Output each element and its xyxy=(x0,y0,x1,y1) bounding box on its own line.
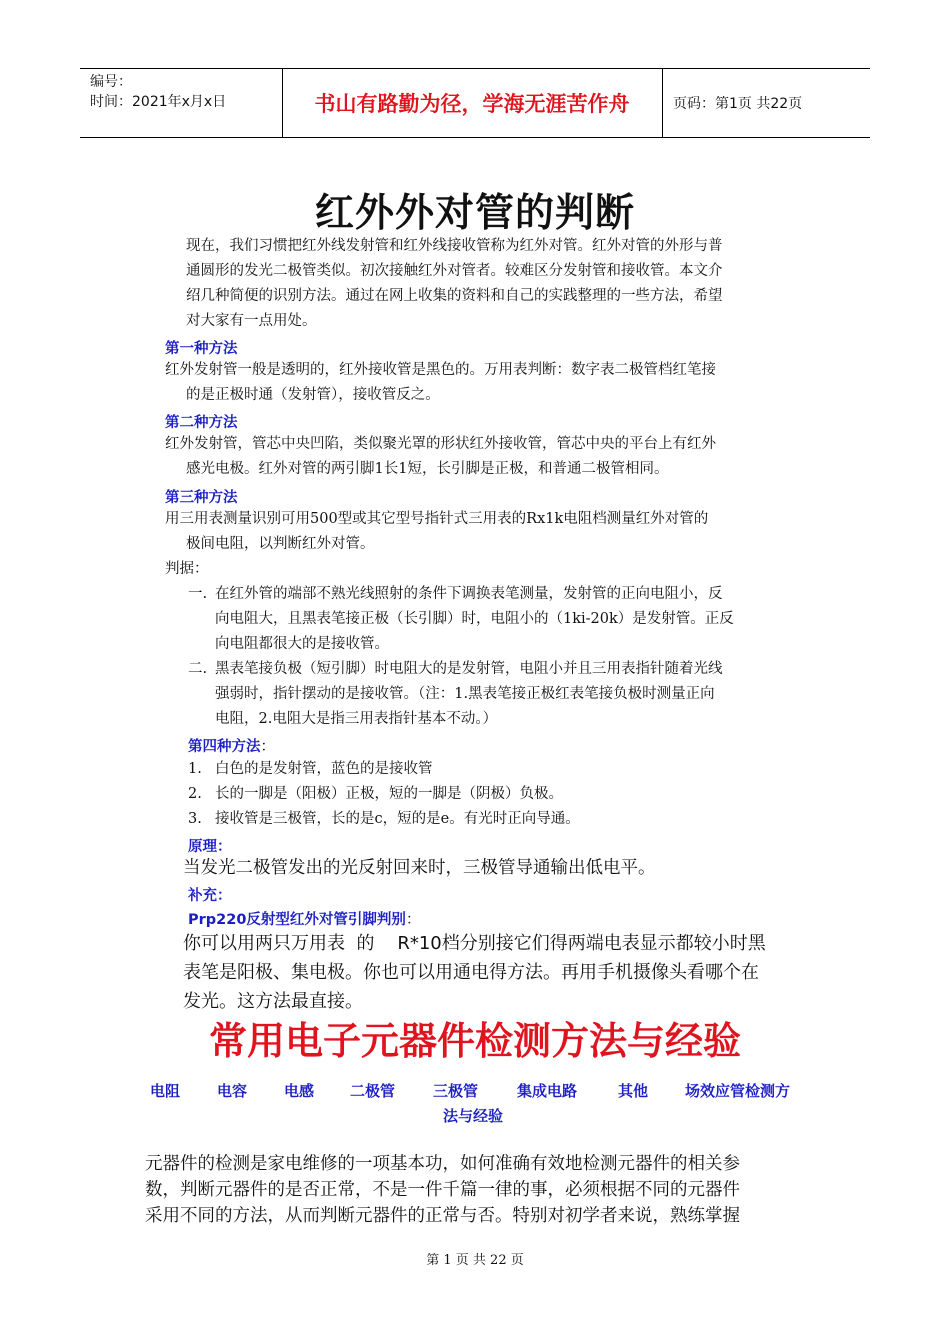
number-label: 编号： xyxy=(90,74,132,90)
header-meta-cell xyxy=(80,69,283,137)
intro-line-4: 对大家有一点用处。 xyxy=(186,313,317,329)
method2-line-2: 感光电极。红外对管的两引脚1长1短，长引脚是正极，和普通二极管相同。 xyxy=(186,461,669,477)
supplement-heading: 补充： xyxy=(188,888,232,904)
supplement-line-1: 你可以用两只万用表 的 R*10档分别接它们得两端电表显示都较小时黑 xyxy=(183,933,766,954)
method4-item-2-marker: 2. xyxy=(188,786,202,802)
body2-line-3: 采用不同的方法，从而判断元器件的正常与否。特别对初学者来说，熟练掌握 xyxy=(145,1206,740,1226)
judge-item-1-marker: 一. xyxy=(188,586,208,602)
intro-line-2: 通圆形的发光二极管类似。初次接触红外对管者。较难区分发射管和接收管。本文介 xyxy=(186,263,723,279)
method4-item-2-text: 长的一脚是（阳极）正极，短的一脚是（阴极）负极。 xyxy=(215,786,563,802)
method4-heading-row xyxy=(188,735,275,756)
judge-item-1-line-2: 向电阻大，且黑表笔接正极（长引脚）时，电阻小的（1ki-20k）是发射管。正反 xyxy=(215,611,734,627)
judge-item-2-line-2: 强弱时，指针摆动的是接收管。（注：1.黑表笔接正极红表笔接负极时测量正向 xyxy=(215,686,715,702)
judge-item-1-line-1: 在红外管的端部不熟光线照射的条件下调换表笔测量，发射管的正向电阻小，反 xyxy=(215,586,723,602)
header-motto: 书山有路勤为径，学海无涯苦作舟 xyxy=(282,69,663,137)
method3-heading: 第三种方法 xyxy=(165,490,238,506)
judge-label: 判据： xyxy=(165,561,209,577)
supplement-subheading-row xyxy=(188,908,420,929)
principle-text: 当发光二极管发出的光反射回来时，三极管导通输出低电平。 xyxy=(183,858,656,878)
principle-heading: 原理： xyxy=(188,839,232,855)
supplement-subheading: Prp220反射型红外对管引脚判别 xyxy=(188,912,406,928)
nav-link-fet-line-1[interactable]: 场效应管检测方 xyxy=(685,1082,791,1100)
method1-line-1: 红外发射管一般是透明的，红外接收管是黑色的。万用表判断：数字表二极管档红笔接 xyxy=(165,362,716,378)
section-title: 常用电子元器件检测方法与经验 xyxy=(208,1019,741,1063)
document-title: 红外外对管的判断 xyxy=(314,191,635,236)
intro-line-1: 现在，我们习惯把红外线发射管和红外线接收管称为红外对管。红外对管的外形与普 xyxy=(186,238,723,254)
judge-item-2-marker: 二. xyxy=(188,661,208,677)
intro-line-3: 绍几种简便的识别方法。通过在网上收集的资料和自己的实践整理的一些方法，希望 xyxy=(186,288,723,304)
judge-item-2-line-1: 黑表笔接负极（短引脚）时电阻大的是发射管，电阻小并且三用表指针随着光线 xyxy=(215,661,723,677)
method4-item-1-text: 白色的是发射管，蓝色的是接收管 xyxy=(215,761,433,777)
header-page-info: 页码：第1页 共22页 xyxy=(673,96,803,112)
nav-link-ic[interactable]: 集成电路 xyxy=(517,1082,578,1100)
supplement-line-2: 表笔是阳极、集电极。你也可以用通电得方法。再用手机摄像头看哪个在 xyxy=(183,962,759,983)
method4-heading: 第四种方法 xyxy=(188,739,261,755)
method4-item-3-text: 接收管是三极管，长的是c，短的是e。有光时正向导通。 xyxy=(215,811,580,827)
nav-link-fet-line-2[interactable]: 法与经验 xyxy=(443,1107,504,1125)
judge-item-1-line-3: 向电阻都很大的是接收管。 xyxy=(215,636,389,652)
method3-line-2: 极间电阻，以判断红外对管。 xyxy=(186,536,375,552)
method4-item-3-marker: 3. xyxy=(188,811,202,827)
nav-link-other[interactable]: 其他 xyxy=(618,1082,649,1100)
method4-colon: ： xyxy=(260,739,275,755)
method1-line-2: 的是正极时通（发射管），接收管反之。 xyxy=(186,387,440,403)
supplement-subcolon: ： xyxy=(405,912,421,928)
nav-link-transistor[interactable]: 三极管 xyxy=(433,1082,479,1100)
body2-line-1: 元器件的检测是家电维修的一项基本功，如何准确有效地检测元器件的相关参 xyxy=(145,1154,740,1174)
page-header xyxy=(80,68,870,138)
nav-link-resistor[interactable]: 电阻 xyxy=(150,1082,181,1100)
nav-link-capacitor[interactable]: 电容 xyxy=(217,1082,248,1100)
page-footer: 第 1 页 共 22 页 xyxy=(426,1253,524,1268)
body2-line-2: 数，判断元器件的是否正常，不是一件千篇一律的事，必须根据不同的元器件 xyxy=(145,1180,740,1200)
supplement-line-3: 发光。这方法最直接。 xyxy=(183,991,363,1012)
method3-line-1: 用三用表测量识别可用500型或其它型号指针式三用表的Rx1k电阻档测量红外对管的 xyxy=(165,511,709,527)
time-label: 时间：2021年x月x日 xyxy=(90,94,227,110)
method2-heading: 第二种方法 xyxy=(165,415,238,431)
judge-item-2-line-3: 电阻，2.电阻大是指三用表指针基本不动。） xyxy=(215,711,498,727)
nav-link-inductor[interactable]: 电感 xyxy=(284,1082,315,1100)
method1-heading: 第一种方法 xyxy=(165,341,238,357)
nav-link-diode[interactable]: 二极管 xyxy=(350,1082,396,1100)
method2-line-1: 红外发射管，管芯中央凹陷，类似聚光罩的形状红外接收管，管芯中央的平台上有红外 xyxy=(165,436,716,452)
method4-item-1-marker: 1. xyxy=(188,761,202,777)
